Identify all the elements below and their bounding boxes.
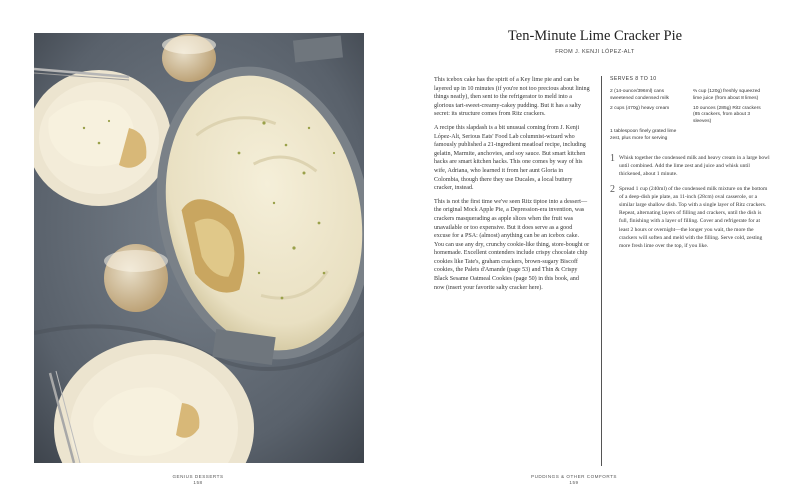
left-folio: [148, 474, 248, 486]
recipe-byline: FROM J. KENJI LÓPEZ-ALT: [555, 49, 635, 55]
pie-photo-illustration: [34, 33, 364, 463]
ingredient-list: [610, 89, 770, 146]
ingredient-item: 1 tablespoon finely grated lime zest, plus more for serving: [610, 129, 677, 141]
method-step: [610, 154, 770, 179]
running-head-right: PUDDINGS & OTHER COMFORTS: [531, 474, 617, 479]
ingredient-item: 2 (14-ounce/396ml) cans sweetened condensed milk: [610, 89, 669, 101]
headnote: [434, 76, 590, 297]
running-head-left: GENIUS DESSERTS: [172, 474, 224, 479]
headnote-paragraph: A recipe this slapdash is a bit unusual coming from J. Kenji López-Alt, Serious Eats' Food Lab columnist-wizard who famously published a 21-ingredient meatloaf recipe, including gelatin, Marmite, anchovies, and soy sauce. But smart kitchen hacks are smart kitchen hacks. This one comes by way of his wife, Adriana, who learned it from her aunt Gloria in Colombia, though there they use Ducales, a local buttery cracker, instead.: [434, 124, 586, 192]
page-number-right: 159: [569, 480, 579, 485]
right-folio: [524, 474, 624, 486]
step-number: 2: [610, 183, 615, 195]
ingredient-item: 2 cups (470g) heavy cream: [610, 106, 670, 112]
headnote-paragraph: This is not the first time we've seen Ritz tiptoe into a dessert—the original Mock Apple Pie, a Depression-era invention, was crackers masquerading as apple slices when the fruit was unavailable or too expensive. But it does serve as a good excuse for a PSA: (almost) anything can be an icebox cake. You can use any dry, crunchy cookie-like thing, store-bought or homemade. Excellent contenders include crispy chocolate chip cookies like Tate's, graham crackers, brown-sugary Biscoff cookies, the Palets d'Amande (page 53) and Thin & Crispy Black Sesame Oatmeal Cookies (page 50) in this book, and now (insert your favorite salty cracker here).: [434, 198, 590, 291]
column-divider: [601, 76, 602, 466]
step-text: Whisk together the condensed milk and heavy cream in a large bowl until combined. Add the lime zest and juice and whisk until thickened, about 1 minute.: [619, 155, 770, 178]
recipe-title: Ten-Minute Lime Cracker Pie: [507, 28, 683, 44]
page-number-left: 158: [193, 480, 203, 485]
step-text: Spread 1 cup (240ml) of the condensed milk mixture on the bottom of a deep-dish pie plate, an 11-inch (28cm) oval casserole, or a similar large shallow dish. Top with a single layer of Ritz crackers. Repeat, alternating layers of filling and crackers, until the dish is full, finishing with a layer of filling. Cover and refrigerate for at least 2 hours or overnight—the longer you wait, the more the crackers will soften and meld with the filling. Serve cold, zesting more fresh lime over the top, if you like.: [619, 185, 768, 250]
step-number: 1: [610, 153, 615, 165]
ingredient-item: 10 ounces (285g) Ritz crackers (85 crackers, from about 3 sleeves): [693, 106, 761, 124]
pie-photograph: [34, 33, 364, 463]
headnote-paragraph: This icebox cake has the spirit of a Key lime pie and can be layered up in 10 minutes (if you're not too precious about lining things neatly), then sent to the refrigerator to meld into a glorious tart-sweet-creamy-cakey pudding. But it has a salty secret: its structure comes from Ritz crackers.: [434, 77, 590, 118]
method-step: [610, 185, 770, 251]
serves-label: SERVES 8 TO 10: [610, 76, 657, 82]
ingredient-item: ⅔ cup (120g) freshly squeezed lime juice (from about 8 limes): [693, 89, 761, 101]
recipe-column: [610, 76, 770, 256]
